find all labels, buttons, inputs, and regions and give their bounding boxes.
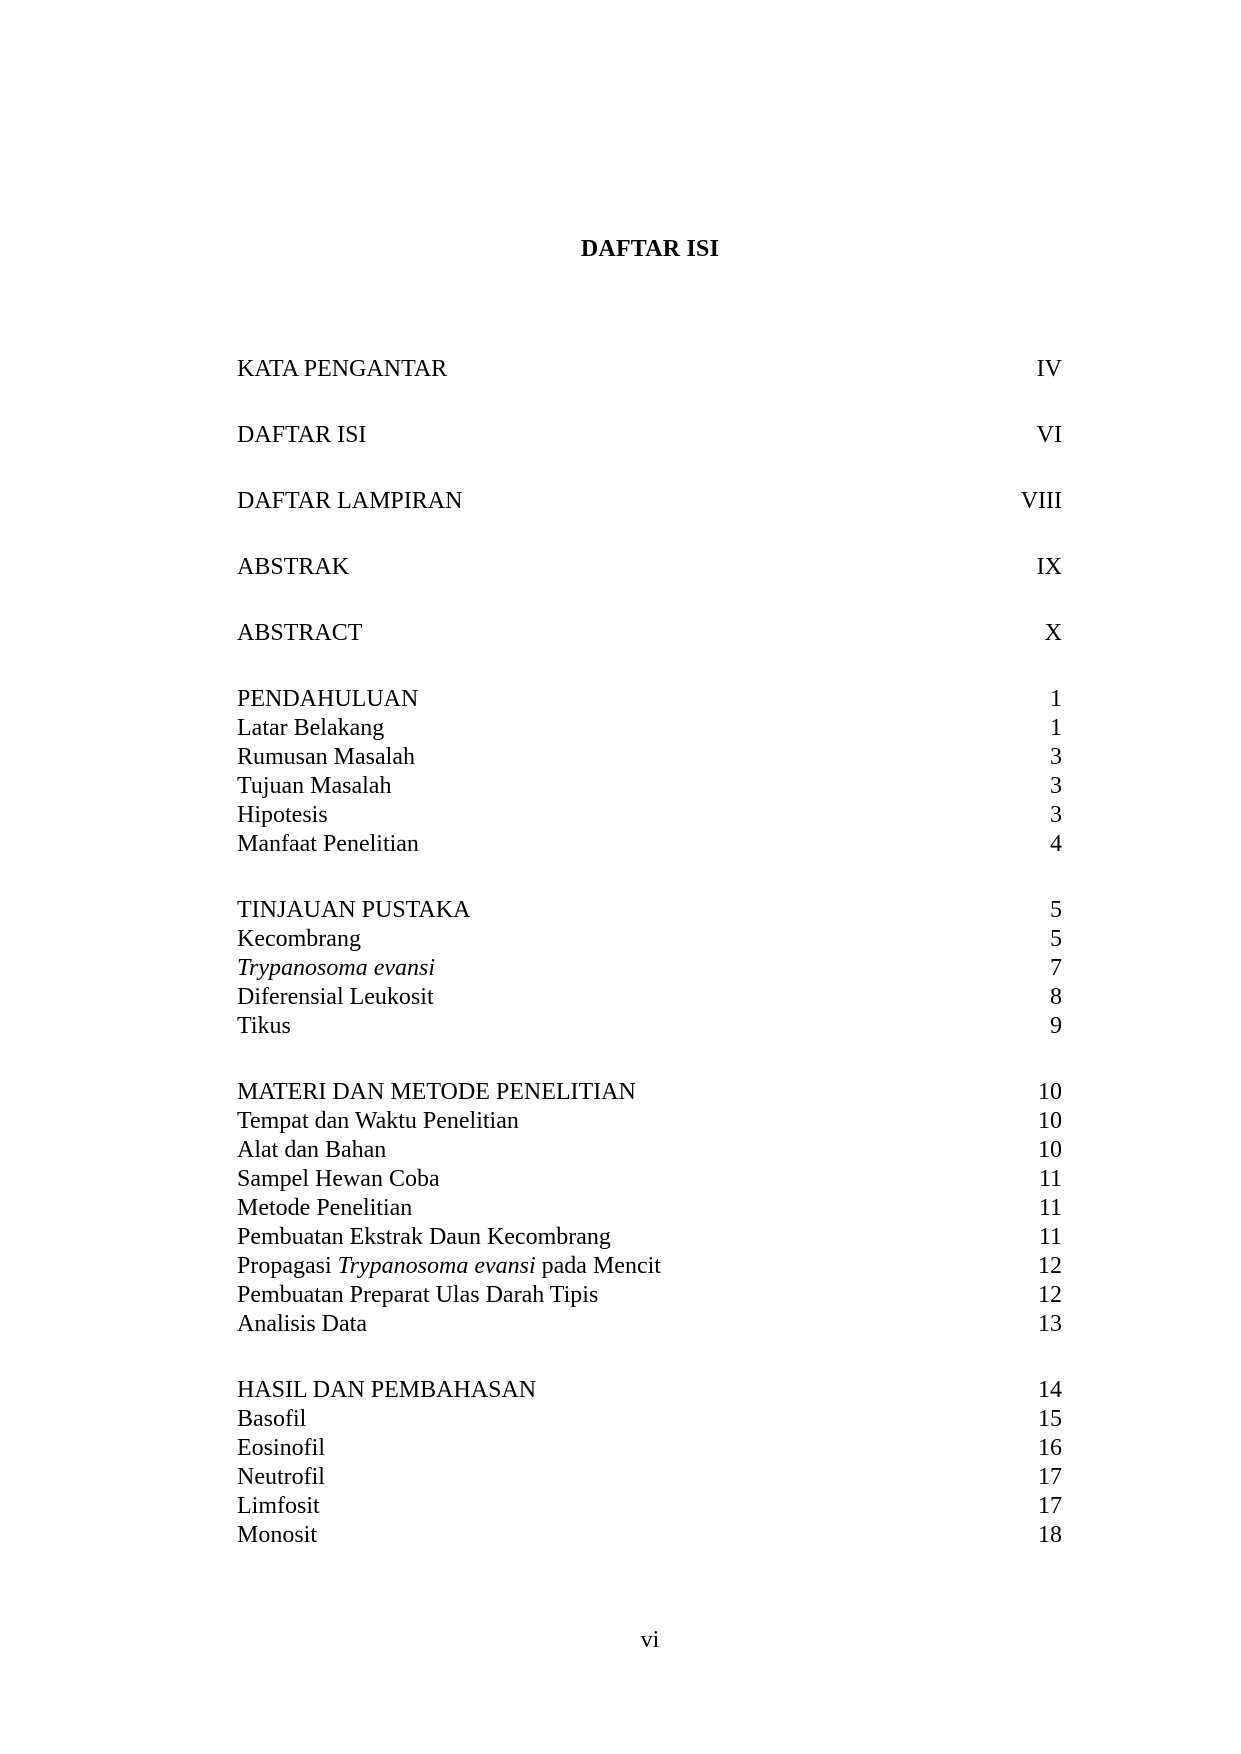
toc-page: 17 xyxy=(1038,1493,1062,1519)
toc-item xyxy=(237,1281,1062,1310)
toc-item xyxy=(237,1012,1062,1041)
toc-item xyxy=(237,1434,1062,1463)
toc-item xyxy=(237,1310,1062,1339)
toc-page: 7 xyxy=(1050,955,1062,981)
toc-label: Manfaat Penelitian xyxy=(237,831,419,857)
toc-label: Hipotesis xyxy=(237,802,328,828)
toc-page: 10 xyxy=(1038,1137,1062,1163)
toc-label: Rumusan Masalah xyxy=(237,744,415,770)
toc-entry-daftar-lampiran xyxy=(237,487,1062,516)
toc-label: HASIL DAN PEMBAHASAN xyxy=(237,1377,537,1403)
toc-page: 15 xyxy=(1038,1406,1062,1432)
toc-item xyxy=(237,954,1062,983)
toc-item xyxy=(237,743,1062,772)
toc-item xyxy=(237,1223,1062,1252)
toc-page: 16 xyxy=(1038,1435,1062,1461)
toc-label: Tujuan Masalah xyxy=(237,773,392,799)
toc-page: 3 xyxy=(1050,773,1062,799)
toc-page: 17 xyxy=(1038,1464,1062,1490)
toc-item xyxy=(237,1463,1062,1492)
toc-label: DAFTAR ISI xyxy=(237,422,367,448)
toc-label: Alat dan Bahan xyxy=(237,1137,387,1163)
toc-item xyxy=(237,1136,1062,1165)
toc-label: Limfosit xyxy=(237,1493,320,1519)
toc-section-hasil-pembahasan xyxy=(237,1376,1062,1550)
toc-page: 3 xyxy=(1050,802,1062,828)
page-title: DAFTAR ISI xyxy=(580,236,720,262)
toc-page: 18 xyxy=(1038,1522,1062,1548)
toc-entry-daftar-isi xyxy=(237,421,1062,450)
toc-section-heading xyxy=(237,896,1062,925)
toc-label: PENDAHULUAN xyxy=(237,686,419,712)
toc-item xyxy=(237,801,1062,830)
toc-item xyxy=(237,1521,1062,1550)
toc-item xyxy=(237,1492,1062,1521)
toc-label: Eosinofil xyxy=(237,1435,325,1461)
toc-label: Tempat dan Waktu Penelitian xyxy=(237,1108,519,1134)
toc-label: MATERI DAN METODE PENELITIAN xyxy=(237,1079,636,1105)
toc-page: 1 xyxy=(1050,715,1062,741)
toc-label xyxy=(237,1252,661,1281)
toc-label: ABSTRAK xyxy=(237,554,350,580)
toc-label: TINJAUAN PUSTAKA xyxy=(237,897,471,923)
toc-item xyxy=(237,830,1062,859)
toc-item xyxy=(237,714,1062,743)
toc-item xyxy=(237,983,1062,1012)
page-number-footer: vi xyxy=(640,1627,660,1653)
toc-label: Monosit xyxy=(237,1522,318,1548)
toc-label-italic: Trypanosoma evansi xyxy=(337,1253,536,1279)
toc-item xyxy=(237,1252,1062,1281)
toc-page: IV xyxy=(1036,356,1062,382)
toc-label: ABSTRACT xyxy=(237,620,363,646)
toc-label: Neutrofil xyxy=(237,1464,325,1490)
toc-label: Tikus xyxy=(237,1013,291,1039)
toc-page: 10 xyxy=(1038,1079,1062,1105)
toc-label: Pembuatan Preparat Ulas Darah Tipis xyxy=(237,1282,599,1308)
toc-page: 13 xyxy=(1038,1311,1062,1337)
toc-page: 4 xyxy=(1050,831,1062,857)
toc-page: VIII xyxy=(1020,488,1062,514)
toc-page: 11 xyxy=(1038,1224,1062,1250)
toc-page: 10 xyxy=(1038,1108,1062,1134)
toc-page: IX xyxy=(1036,554,1062,580)
toc-label: KATA PENGANTAR xyxy=(237,356,448,382)
toc-item xyxy=(237,1165,1062,1194)
toc-label-pre: Propagasi xyxy=(237,1253,338,1279)
toc-label: Diferensial Leukosit xyxy=(237,984,434,1010)
toc-label: Pembuatan Ekstrak Daun Kecombrang xyxy=(237,1224,611,1250)
toc-item xyxy=(237,925,1062,954)
toc-label: Analisis Data xyxy=(237,1311,367,1337)
toc-page: X xyxy=(1044,620,1062,646)
toc-page: 8 xyxy=(1050,984,1062,1010)
toc-page: VI xyxy=(1036,422,1062,448)
toc-page: 11 xyxy=(1038,1166,1062,1192)
toc-section-pendahuluan xyxy=(237,685,1062,859)
toc-section-heading xyxy=(237,1376,1062,1405)
toc-page: 14 xyxy=(1038,1377,1062,1403)
toc-entry-abstrak xyxy=(237,553,1062,582)
toc-section-materi-metode xyxy=(237,1078,1062,1339)
toc-label: Basofil xyxy=(237,1406,307,1432)
toc-page: 3 xyxy=(1050,744,1062,770)
toc-label-post: pada Mencit xyxy=(535,1253,661,1279)
toc-label: Sampel Hewan Coba xyxy=(237,1166,440,1192)
toc-label: Trypanosoma evansi xyxy=(237,955,435,981)
toc-label: Metode Penelitian xyxy=(237,1195,413,1221)
toc-page: 1 xyxy=(1050,686,1062,712)
toc-item xyxy=(237,1107,1062,1136)
toc-item xyxy=(237,1405,1062,1434)
toc-label: Kecombrang xyxy=(237,926,361,952)
toc-section-heading xyxy=(237,685,1062,714)
toc-page: 12 xyxy=(1038,1253,1062,1279)
toc-section-heading xyxy=(237,1078,1062,1107)
toc-entry-kata-pengantar xyxy=(237,355,1062,384)
toc-page: 5 xyxy=(1050,897,1062,923)
toc-item xyxy=(237,1194,1062,1223)
toc-label: DAFTAR LAMPIRAN xyxy=(237,488,463,514)
table-of-contents xyxy=(237,355,1062,1550)
toc-section-tinjauan-pustaka xyxy=(237,896,1062,1041)
toc-page: 5 xyxy=(1050,926,1062,952)
toc-item xyxy=(237,772,1062,801)
toc-page: 11 xyxy=(1038,1195,1062,1221)
toc-entry-abstract xyxy=(237,619,1062,648)
toc-page: 9 xyxy=(1050,1013,1062,1039)
toc-page: 12 xyxy=(1038,1282,1062,1308)
toc-label: Latar Belakang xyxy=(237,715,385,741)
